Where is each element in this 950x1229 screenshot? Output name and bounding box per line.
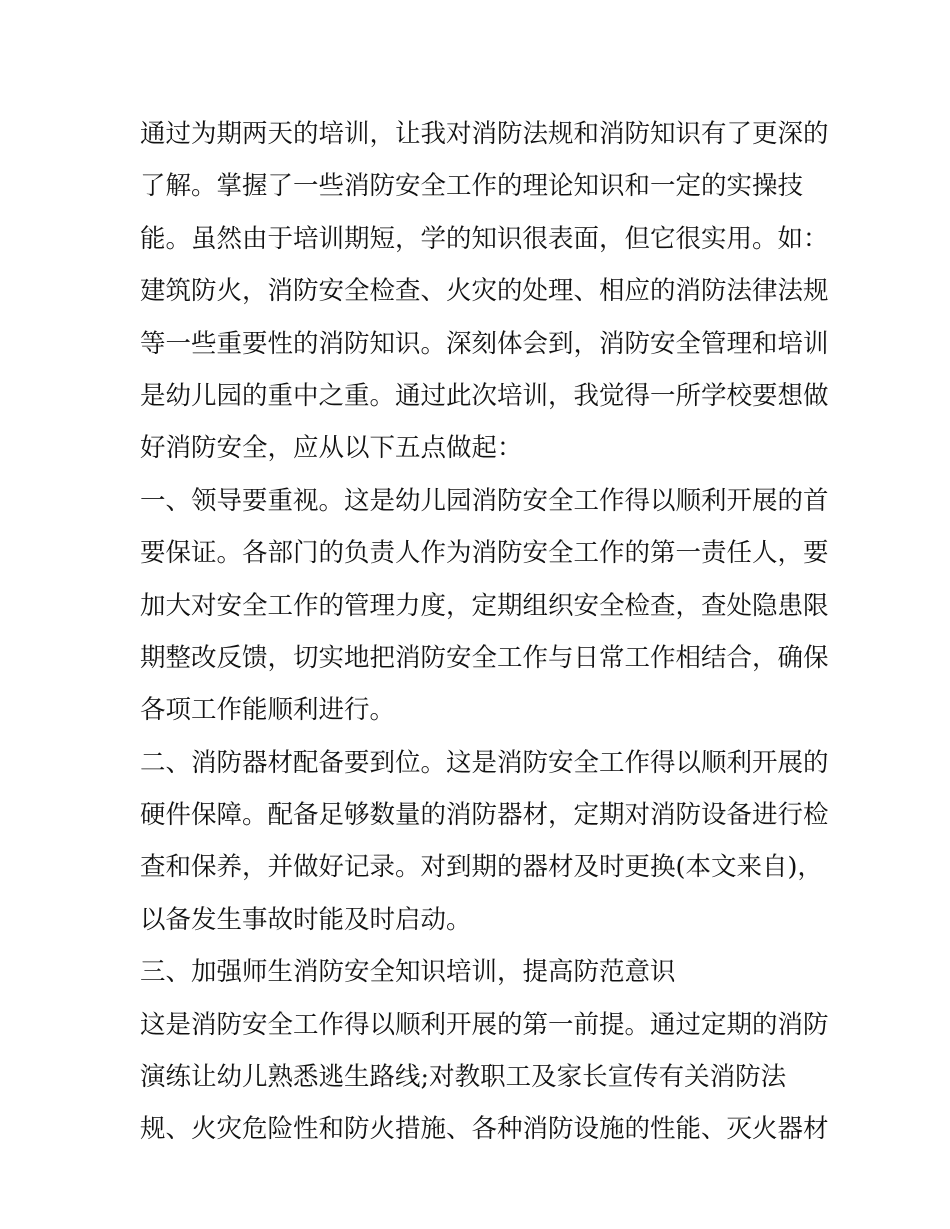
text-line: 期整改反馈，切实地把消防安全工作与日常工作相结合，确保 xyxy=(140,642,829,673)
text-line: 通过为期两天的培训，让我对消防法规和消防知识有了更深的 xyxy=(140,119,829,149)
text-line: 各项工作能顺利进行。 xyxy=(140,695,396,726)
text-line: 加大对安全工作的管理力度，定期组织安全检查，查处隐患限 xyxy=(140,590,829,621)
text-line: 三、加强师生消防安全知识培训，提高防范意识 xyxy=(140,957,676,988)
text-line: 等一些重要性的消防知识。深刻体会到，消防安全管理和培训 xyxy=(140,328,829,359)
text-line: 硬件保障。配备足够数量的消防器材，定期对消防设备进行检 xyxy=(140,800,829,831)
text-line: 查和保养，并做好记录。对到期的器材及时更换(本文来自)， xyxy=(140,852,823,883)
text-line: 二、消防器材配备要到位。这是消防安全工作得以顺利开展的 xyxy=(140,747,829,778)
text-line: 建筑防火，消防安全检查、火灾的处理、相应的消防法律法规 xyxy=(140,276,829,307)
text-line: 一、领导要重视。这是幼儿园消防安全工作得以顺利开展的首 xyxy=(140,485,829,516)
text-line: 演练让幼儿熟悉逃生路线;对教职工及家长宣传有关消防法 xyxy=(140,1062,787,1093)
text-line: 了解。掌握了一些消防安全工作的理论知识和一定的实操技 xyxy=(140,171,804,202)
text-line: 以备发生事故时能及时启动。 xyxy=(140,904,472,935)
text-line: 好消防安全，应从以下五点做起： xyxy=(140,433,523,464)
text-line: 规、火灾危险性和防火措施、各种消防设施的性能、灭火器材 xyxy=(140,1114,829,1145)
text-line: 要保证。各部门的负责人作为消防安全工作的第一责任人，要 xyxy=(140,538,829,569)
text-line: 能。虽然由于培训期短，学的知识很表面，但它很实用。如： xyxy=(140,223,829,254)
document-body xyxy=(140,108,829,1156)
text-line: 这是消防安全工作得以顺利开展的第一前提。通过定期的消防 xyxy=(140,1009,829,1040)
text-line: 是幼儿园的重中之重。通过此次培训，我觉得一所学校要想做 xyxy=(140,380,829,411)
